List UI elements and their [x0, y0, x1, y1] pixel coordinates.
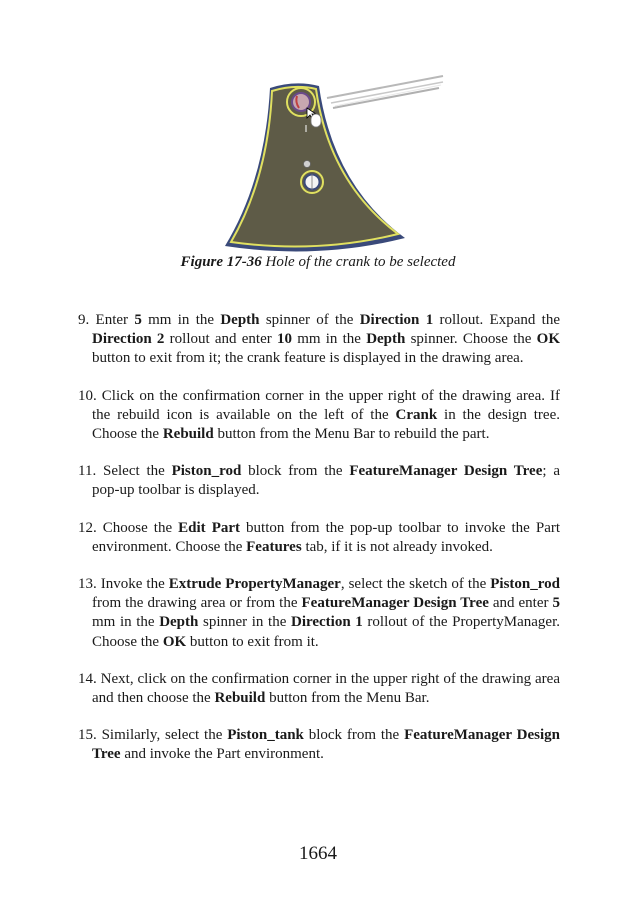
- lower-hole: [301, 171, 323, 193]
- step-emphasis: Depth: [366, 331, 406, 348]
- step-text: button from the Menu Bar to rebuild the part.: [213, 426, 490, 443]
- step-text: ; a pop-up toolbar is displayed.: [92, 463, 560, 499]
- step-text: spinner of the: [259, 312, 360, 328]
- step-emphasis: 10: [276, 331, 292, 348]
- step-text: Select the: [103, 463, 172, 480]
- step-emphasis: FeatureManager Design Tree: [301, 595, 489, 612]
- step-text: rollout and enter: [164, 331, 277, 348]
- step-item: [78, 726, 560, 764]
- step-number: 13.: [78, 576, 101, 593]
- step-emphasis: Piston_rod: [171, 463, 242, 480]
- step-text: button to exit from it; the crank feature is displayed in the drawing area.: [92, 350, 524, 367]
- step-text: button from the Menu Bar.: [265, 690, 430, 707]
- step-text: Choose the: [102, 519, 179, 536]
- step-text: spinner. Choose the: [405, 331, 537, 348]
- step-emphasis: 5: [552, 595, 560, 612]
- step-emphasis: OK: [162, 633, 187, 650]
- step-emphasis: FeatureManager Design Tree: [92, 727, 560, 763]
- step-number: 11.: [78, 463, 103, 480]
- step-number: 9.: [78, 312, 96, 328]
- step-text: mm in the: [141, 312, 221, 328]
- step-text: button from the pop-up toolbar to invoke the Part environment. Choose the: [92, 519, 561, 555]
- step-text: spinner in the: [198, 614, 291, 631]
- figure-caption: [0, 254, 636, 271]
- step-text: mm in the: [92, 614, 160, 631]
- crank-illustration: [215, 70, 445, 255]
- instruction-steps: [78, 311, 560, 783]
- step-emphasis: Depth: [159, 614, 199, 631]
- step-item: [78, 575, 560, 652]
- step-text: Click on the confirmation corner in the upper right of the drawing area. If the rebuild icon is available on the left of the: [92, 387, 561, 423]
- page-number: 1664: [299, 843, 337, 864]
- step-emphasis: Piston_rod: [490, 576, 560, 593]
- step-item: [78, 311, 560, 369]
- step-item: [78, 519, 560, 557]
- step-text: Invoke the: [100, 576, 169, 593]
- step-text: block from the: [241, 463, 350, 480]
- step-text: Next, click on the confirmation corner in the upper right of the drawing area and then choose the: [92, 670, 560, 707]
- step-emphasis: OK: [536, 331, 560, 348]
- step-text: and invoke the Part environment.: [120, 746, 324, 763]
- step-text: from the drawing area or from the: [92, 595, 302, 612]
- step-text: and enter: [488, 595, 553, 612]
- step-text: tab, if it is not already invoked.: [301, 538, 493, 555]
- step-item: [78, 387, 560, 445]
- step-emphasis: FeatureManager Design Tree: [349, 463, 543, 480]
- step-text: in the design tree. Choose the: [92, 406, 560, 443]
- step-number: 14.: [78, 670, 101, 687]
- step-emphasis: Depth: [220, 312, 260, 328]
- crank-face: [231, 87, 398, 247]
- step-text: rollout of the PropertyManager. Choose the: [92, 614, 560, 650]
- step-emphasis: Piston_tank: [227, 727, 304, 744]
- step-text: Enter: [95, 312, 135, 328]
- step-item: [78, 462, 560, 500]
- step-emphasis: Direction 2: [92, 331, 165, 348]
- step-emphasis: Rebuild: [214, 690, 266, 707]
- step-text: , select the sketch of the: [340, 576, 491, 593]
- step-text: button to exit from it.: [186, 633, 319, 650]
- step-emphasis: 5: [134, 312, 142, 328]
- center-mark: [304, 161, 311, 168]
- step-number: 10.: [78, 387, 102, 404]
- figure-label: Figure 17-36: [180, 254, 262, 270]
- step-number: 12.: [78, 519, 103, 536]
- crank-figure: [215, 70, 445, 255]
- piston-rod: [327, 76, 443, 108]
- step-text: block from the: [303, 727, 405, 744]
- step-text: rollout. Expand the: [433, 312, 560, 328]
- step-emphasis: Crank: [395, 406, 438, 423]
- step-text: mm in the: [291, 331, 367, 348]
- step-emphasis: Extrude PropertyManager: [168, 576, 341, 593]
- step-emphasis: Direction 1: [359, 312, 434, 328]
- step-number: 15.: [78, 727, 102, 744]
- step-emphasis: Rebuild: [162, 426, 214, 443]
- step-emphasis: Edit Part: [178, 519, 241, 536]
- step-item: [78, 670, 560, 708]
- step-text: Similarly, select the: [101, 727, 228, 744]
- figure-caption-text: Hole of the crank to be selected: [261, 254, 456, 270]
- step-emphasis: Direction 1: [290, 614, 363, 631]
- step-emphasis: Features: [246, 538, 302, 555]
